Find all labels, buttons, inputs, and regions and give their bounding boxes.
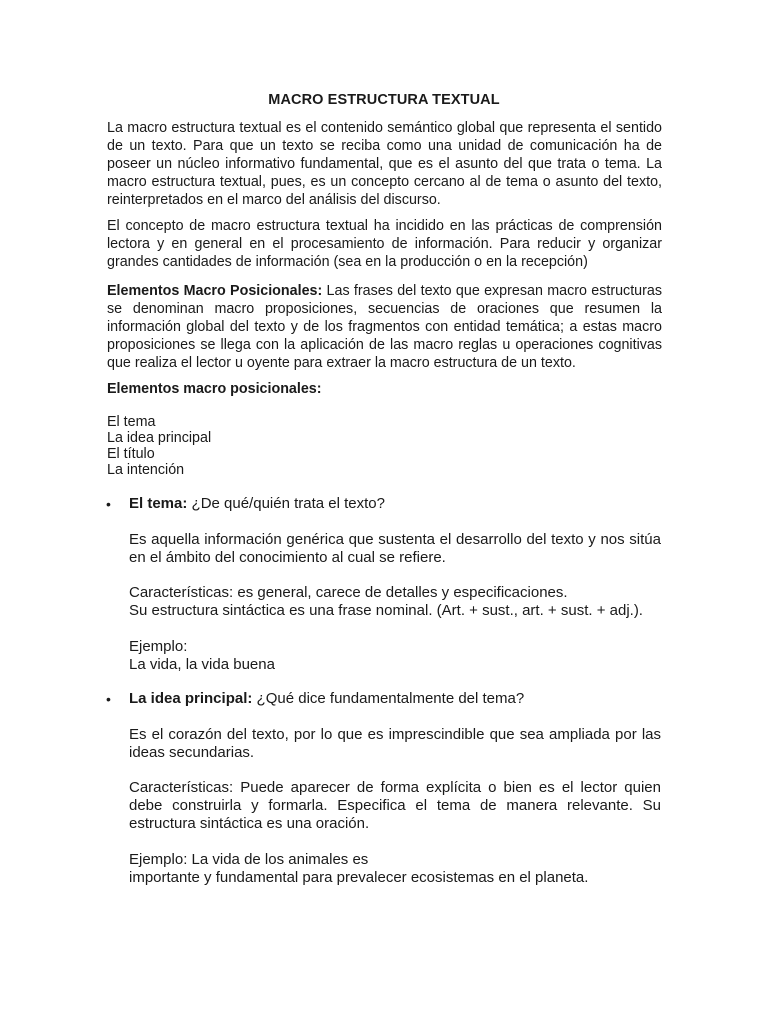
section-question: ¿Qué dice fundamentalmente del tema? xyxy=(252,690,525,707)
list-item: La idea principal xyxy=(107,430,212,446)
section-label: La idea principal: xyxy=(129,690,253,707)
section-label: El tema: xyxy=(129,495,188,512)
bullet-icon: • xyxy=(106,691,111,707)
elements-paragraph-lead: Elementos Macro Posicionales: xyxy=(107,283,323,299)
elements-paragraph xyxy=(107,282,662,372)
section-tema-characteristics xyxy=(129,584,661,620)
example-text: La vida, la vida buena xyxy=(129,656,275,673)
list-item: El título xyxy=(107,446,155,462)
example-label: Ejemplo: xyxy=(129,638,188,655)
characteristics-line: Su estructura sintáctica es una frase nominal. (Art. + sust., art. + sust. + adj.). xyxy=(129,602,643,619)
section-idea-principal-example xyxy=(129,851,661,887)
section-tema-description: Es aquella información genérica que sustenta el desarrollo del texto y nos sitúa en el ámbito del conocimiento al cual se refiere. xyxy=(129,531,661,566)
second-paragraph: El concepto de macro estructura textual ha incidido en las prácticas de comprensión lectora y en general en el procesamiento de información. Para reducir y organizar grandes cantidades de información (sea en la producción o en la recepción) xyxy=(107,218,662,270)
characteristics-line: Características: es general, carece de detalles y especificaciones. xyxy=(129,584,568,601)
section-idea-principal-characteristics: Características: Puede aparecer de forma explícita o bien es el lector quien debe construirla y formarla. Especifica el tema de manera relevante. Su estructura sintáctica es una oración. xyxy=(129,779,661,832)
example-line: importante y fundamental para prevalecer ecosistemas en el planeta. xyxy=(129,869,589,886)
elements-list xyxy=(107,414,211,478)
bullet-icon: • xyxy=(106,496,111,512)
list-item: El tema xyxy=(107,414,156,430)
intro-paragraph: La macro estructura textual es el contenido semántico global que representa el sentido de un texto. Para que un texto se reciba como una unidad de comunicación ha de poseer un núcleo informativo fundamental, que es el asunto del que trata o tema. La macro estructura textual, pues, es un concepto cercano al de tema o asunto del texto, reinterpretados en el marco del análisis del discurso. xyxy=(107,120,662,208)
elements-paragraph-body: Las frases del texto que expresan macro estructuras se denominan macro proposiciones, secuencias de oraciones que resumen la información global del texto y de los fragmentos con entidad temática; a estas macro proposiciones se llega con la aplicación de las macro reglas u operaciones cognitivas que realiza el lector u oyente para extraer la macro estructura de un texto. xyxy=(107,283,662,371)
section-tema-example xyxy=(129,638,661,674)
section-idea-principal-description: Es el corazón del texto, por lo que es imprescindible que sea ampliada por las ideas secundarias. xyxy=(129,726,661,761)
page-title: MACRO ESTRUCTURA TEXTUAL xyxy=(268,92,500,108)
example-line: Ejemplo: La vida de los animales es xyxy=(129,851,369,868)
elements-heading: Elementos macro posicionales: xyxy=(107,381,322,397)
section-question: ¿De qué/quién trata el texto? xyxy=(187,495,385,512)
list-item: La intención xyxy=(107,462,185,478)
